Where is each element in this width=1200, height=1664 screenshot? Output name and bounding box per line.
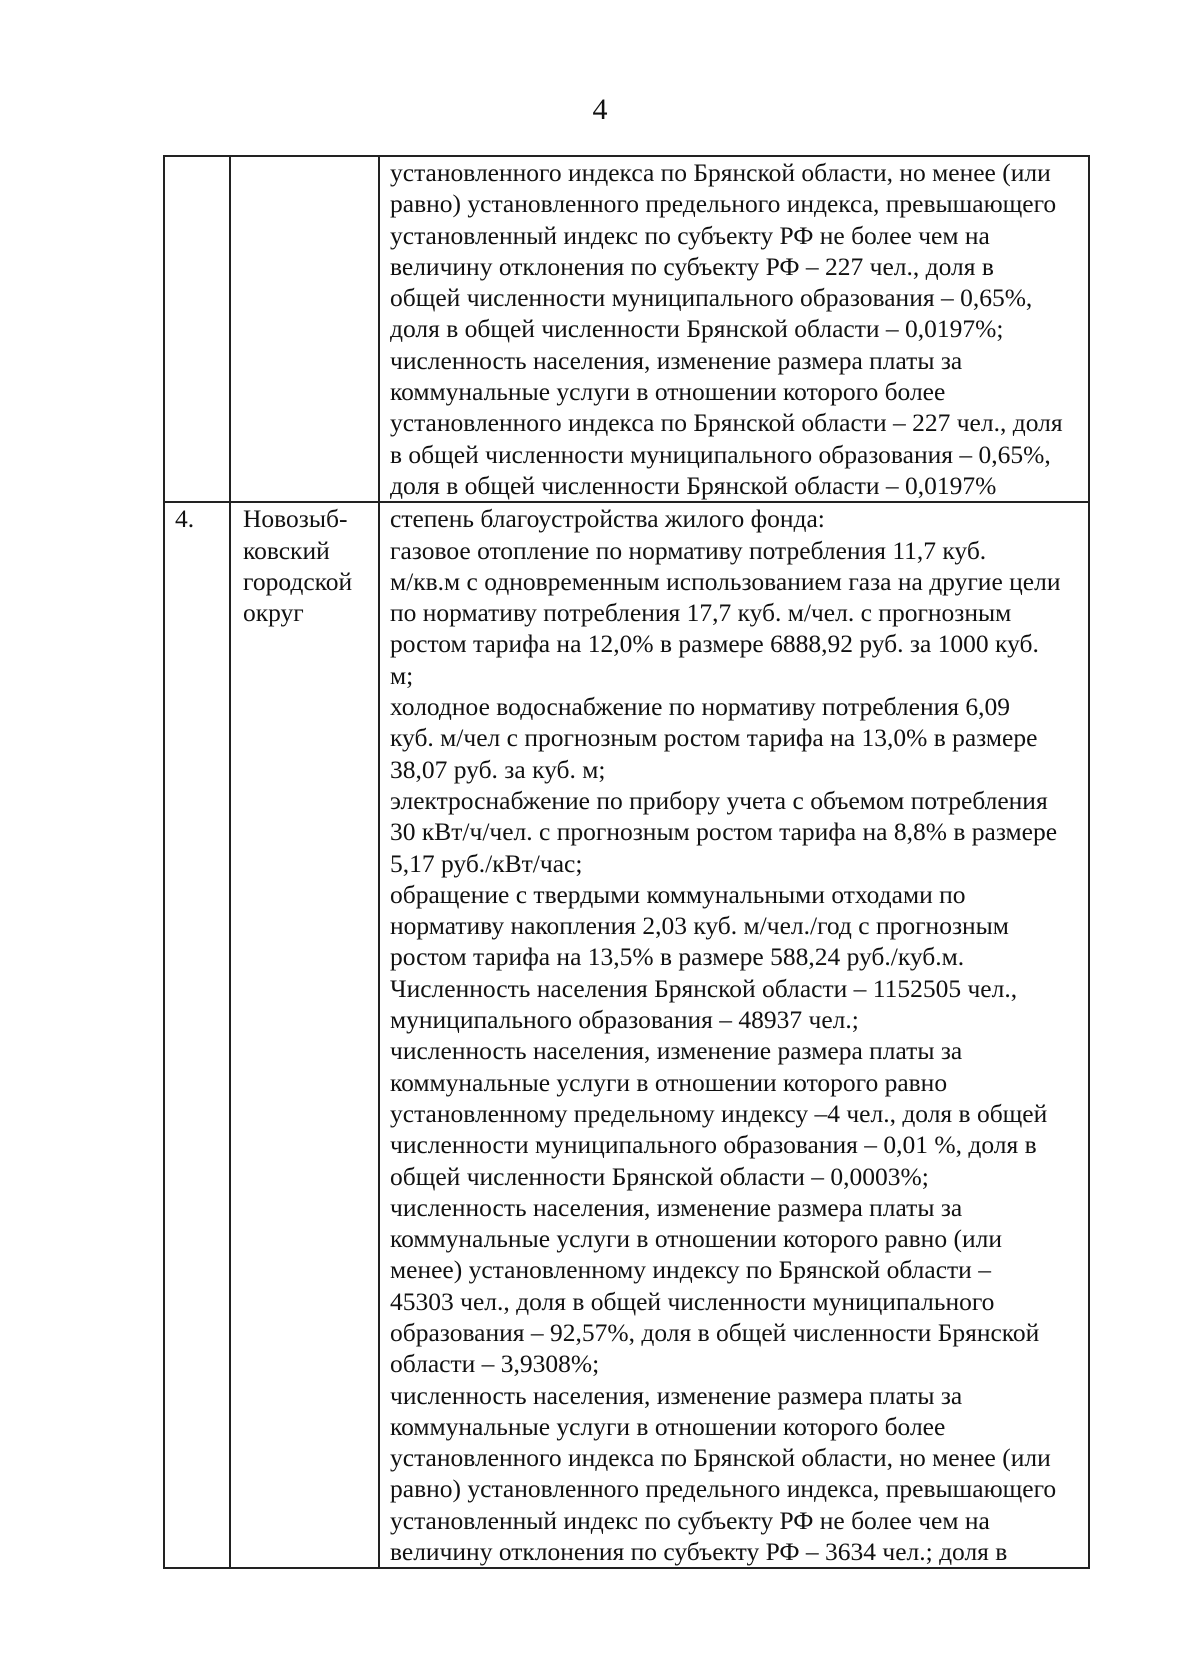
- municipality-name-cell: [230, 502, 379, 1568]
- text-line: обращение с твердыми коммунальными отходами по: [390, 879, 966, 909]
- name-line: Новозыб-: [243, 504, 348, 534]
- table-row: [164, 502, 1089, 1568]
- text-line: 5,17 руб./кВт/час;: [390, 848, 583, 878]
- name-line: городской: [243, 566, 353, 596]
- text-line: куб. м/чел с прогнозным ростом тарифа на 13,0% в размере: [390, 723, 1038, 753]
- text-line: Численность населения Брянской области – 1152505 чел.,: [390, 973, 1018, 1003]
- text-line: 30 кВт/ч/чел. с прогнозным ростом тарифа на 8,8% в размере: [390, 817, 1058, 847]
- text-line: менее) установленному индексу по Брянской области –: [390, 1255, 991, 1285]
- page-number: 4: [592, 93, 608, 126]
- description-cell: [379, 502, 1089, 1568]
- row-number-cell: 4.: [164, 502, 230, 1568]
- text-line: коммунальные услуги в отношении которого равно: [390, 1067, 948, 1097]
- text-line: установленный индекс по субъекту РФ не более чем на: [390, 220, 990, 250]
- text-line: образования – 92,57%, доля в общей численности Брянской: [390, 1317, 1040, 1347]
- text-line: установленному предельному индексу –4 чел., доля в общей: [390, 1098, 1048, 1128]
- text-line: равно) установленного предельного индекса, превышающего: [390, 189, 1057, 219]
- table-row: [164, 156, 1089, 502]
- text-line: установленного индекса по Брянской области, но менее (или: [390, 1443, 1051, 1473]
- text-line: установленный индекс по субъекту РФ не более чем на: [390, 1505, 990, 1535]
- name-line: округ: [243, 598, 304, 628]
- text-line: области – 3,9308%;: [390, 1349, 600, 1379]
- text-line: установленного индекса по Брянской области – 227 чел., доля: [390, 408, 1063, 438]
- text-line: равно) установленного предельного индекса, превышающего: [390, 1474, 1057, 1504]
- text-line: муниципального образования – 48937 чел.;: [390, 1005, 859, 1035]
- name-line: ковский: [243, 535, 330, 565]
- text-line: численность населения, изменение размера платы за: [390, 1036, 963, 1066]
- text-line: величину отклонения по субъекту РФ – 3634 чел.; доля в: [390, 1537, 1008, 1567]
- text-line: величину отклонения по субъекту РФ – 227 чел., доля в: [390, 251, 994, 281]
- text-line: 45303 чел., доля в общей численности муниципального: [390, 1286, 995, 1316]
- text-line: доля в общей численности Брянской области – 0,0197%: [390, 470, 997, 500]
- text-line: ростом тарифа на 12,0% в размере 6888,92 руб. за 1000 куб.: [390, 629, 1039, 659]
- text-line: численность населения, изменение размера платы за: [390, 1192, 963, 1222]
- text-line: по нормативу потребления 17,7 куб. м/чел. с прогнозным: [390, 598, 1012, 628]
- text-line: м/кв.м с одновременным использованием газа на другие цели: [390, 566, 1061, 596]
- text-line: электроснабжение по прибору учета с объемом потребления: [390, 785, 1048, 815]
- text-line: общей численности Брянской области – 0,0003%;: [390, 1161, 929, 1191]
- text-line: холодное водоснабжение по нормативу потребления 6,09: [390, 692, 1010, 722]
- text-line: коммунальные услуги в отношении которого более: [390, 1411, 946, 1441]
- text-line: нормативу накопления 2,03 куб. м/чел./год с прогнозным: [390, 911, 1009, 941]
- text-line: установленного индекса по Брянской области, но менее (или: [390, 158, 1051, 187]
- text-line: ростом тарифа на 13,5% в размере 588,24 руб./куб.м.: [390, 942, 965, 972]
- text-line: численность населения, изменение размера платы за: [390, 345, 963, 375]
- row-number-cell: [164, 156, 230, 502]
- text-line: численности муниципального образования – 0,01 %, доля в: [390, 1130, 1037, 1160]
- text-line: общей численности муниципального образования – 0,65%,: [390, 283, 1033, 313]
- document-table: [163, 155, 1090, 1569]
- text-line: м;: [390, 660, 414, 690]
- text-line: газовое отопление по нормативу потребления 11,7 куб.: [390, 535, 987, 565]
- text-line: степень благоустройства жилого фонда:: [390, 504, 825, 534]
- description-cell: [379, 156, 1089, 502]
- text-line: коммунальные услуги в отношении которого более: [390, 377, 946, 407]
- text-line: численность населения, изменение размера платы за: [390, 1380, 963, 1410]
- text-line: в общей численности муниципального образования – 0,65%,: [390, 439, 1051, 469]
- text-line: 38,07 руб. за куб. м;: [390, 754, 606, 784]
- municipality-name-cell: [230, 156, 379, 502]
- text-line: доля в общей численности Брянской области – 0,0197%;: [390, 314, 1004, 344]
- text-line: коммунальные услуги в отношении которого равно (или: [390, 1224, 1002, 1254]
